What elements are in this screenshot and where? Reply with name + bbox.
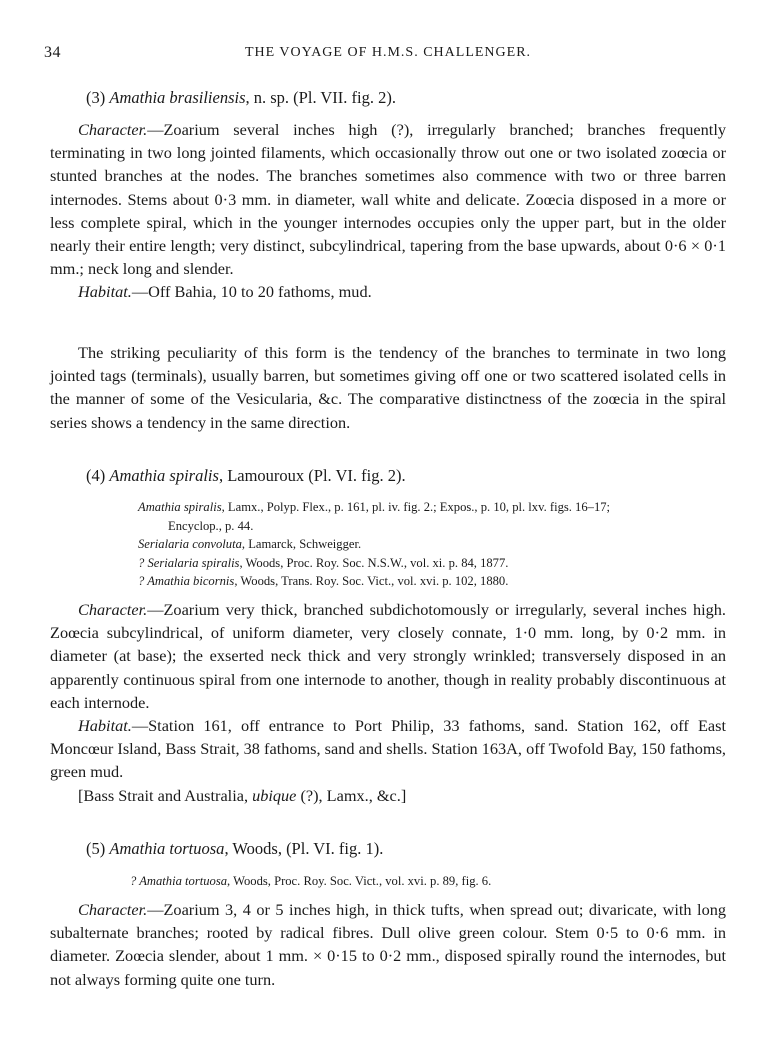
character-label: Character. [78, 900, 148, 919]
species-4-heading-block [50, 464, 726, 488]
synonym-line: Amathia spiralis, Lamx., Polyp. Flex., p. 161, pl. iv. fig. 2.; Expos., p. 10, pl. lxv. figs. 16–17; [138, 500, 611, 514]
species-4-name: Amathia spiralis [109, 466, 219, 485]
species-4-character: Character.—Zoarium very thick, branched subdichotomously or irregularly, several inches high. Zoœcia subcylindrical, of uniform diameter, very closely connate, 1·0 mm. long, by 0·2 mm. in diameter (at base); the exserted neck thick and very strongly wrinkled; transversely disposed in an apparently continuous spiral from one internode to another, though in reality probably discontinuous at each internode. [50, 600, 726, 712]
species-4-habitat: Habitat.—Station 161, off entrance to Port Philip, 33 fathoms, sand. Station 162, off East Moncœur Island, Bass Strait, 38 fathoms, sand and shells. Station 163A, off Twofold Bay, 150 fathoms, green mud. [50, 716, 726, 782]
species-5-heading: (5) Amathia tortuosa, Woods, (Pl. VI. fig. 1). [86, 839, 384, 858]
species-4-heading: (4) Amathia spiralis, Lamouroux (Pl. VI. fig. 2). [86, 466, 406, 485]
running-title: THE VOYAGE OF H.M.S. CHALLENGER. [244, 45, 532, 60]
species-5-reference: ? Amathia tortuosa, Woods, Proc. Roy. Soc. Vict., vol. xvi. p. 89, fig. 6. [130, 874, 492, 888]
page-header [44, 44, 732, 66]
species-3-heading-block [50, 86, 726, 110]
species-3-habitat: Habitat.—Off Bahia, 10 to 20 fathoms, mud. [78, 282, 372, 302]
species-3-name: Amathia brasiliensis [109, 88, 246, 107]
character-label: Character. [78, 600, 148, 619]
species-3-remark-block [50, 341, 726, 434]
habitat-label: Habitat. [78, 282, 132, 302]
character-label: Character. [78, 120, 148, 139]
synonym-line: Serialaria convoluta, Lamarck, Schweigger. [138, 537, 362, 552]
species-4-synonymy [138, 498, 728, 591]
habitat-label: Habitat. [78, 716, 132, 736]
page-number: 34 [44, 44, 61, 61]
species-5-character: Character.—Zoarium 3, 4 or 5 inches high, in thick tufts, when spread out; divaricate, with long subalternate branches; rooted by radical fibres. Dull olive green colour. Stem 0·5 to 0·6 mm. in diameter. Zoœcia slender, about 1 mm. × 0·15 to 0·2 mm., disposed spirally round the internodes, but not always forming quite one turn. [50, 900, 726, 989]
species-3-description [50, 118, 726, 304]
species-4-description [50, 598, 726, 807]
species-5-name: Amathia tortuosa [109, 839, 225, 858]
species-4-range: [Bass Strait and Australia, ubique (?), Lamx., &c.] [78, 785, 407, 805]
species-3-heading: (3) Amathia brasiliensis, n. sp. (Pl. VII. fig. 2). [86, 88, 396, 107]
synonym-line: Encyclop., p. 44. [168, 518, 254, 533]
species-5-heading-block [50, 837, 726, 861]
synonym-line: ? Serialaria spiralis, Woods, Proc. Roy. Soc. N.S.W., vol. xi. p. 84, 1877. [138, 555, 509, 570]
species-5-description [50, 898, 726, 991]
synonym-line: ? Amathia bicornis, Woods, Trans. Roy. Soc. Vict., vol. xvi. p. 102, 1880. [138, 574, 509, 589]
species-3-character: Character.—Zoarium several inches high (?), irregularly branched; branches frequently terminating in two long jointed filaments, which occasionally throw out one or two isolated zoœcia or stunted branches at the nodes. The branches sometimes also commence with two or three barren internodes. Stems about 0·3 mm. in diameter, wall white and delicate. Zoœcia disposed in a more or less complete spiral, which in the younger internodes occupies only the upper part, but in the older nearly their entire length; very distinct, subcylindrical, tapering from the base upwards, about 0·6 × 0·1 mm.; neck long and slender. [50, 120, 726, 279]
species-3-remark: The striking peculiarity of this form is the tendency of the branches to terminate in two long jointed tags (terminals), usually barren, but sometimes giving off one or two scattered isolated cells in the manner of some of the Vesicularia, &c. The comparative distinctness of the zoœcia in the spiral series shows a tendency in the same direction. [50, 343, 726, 432]
